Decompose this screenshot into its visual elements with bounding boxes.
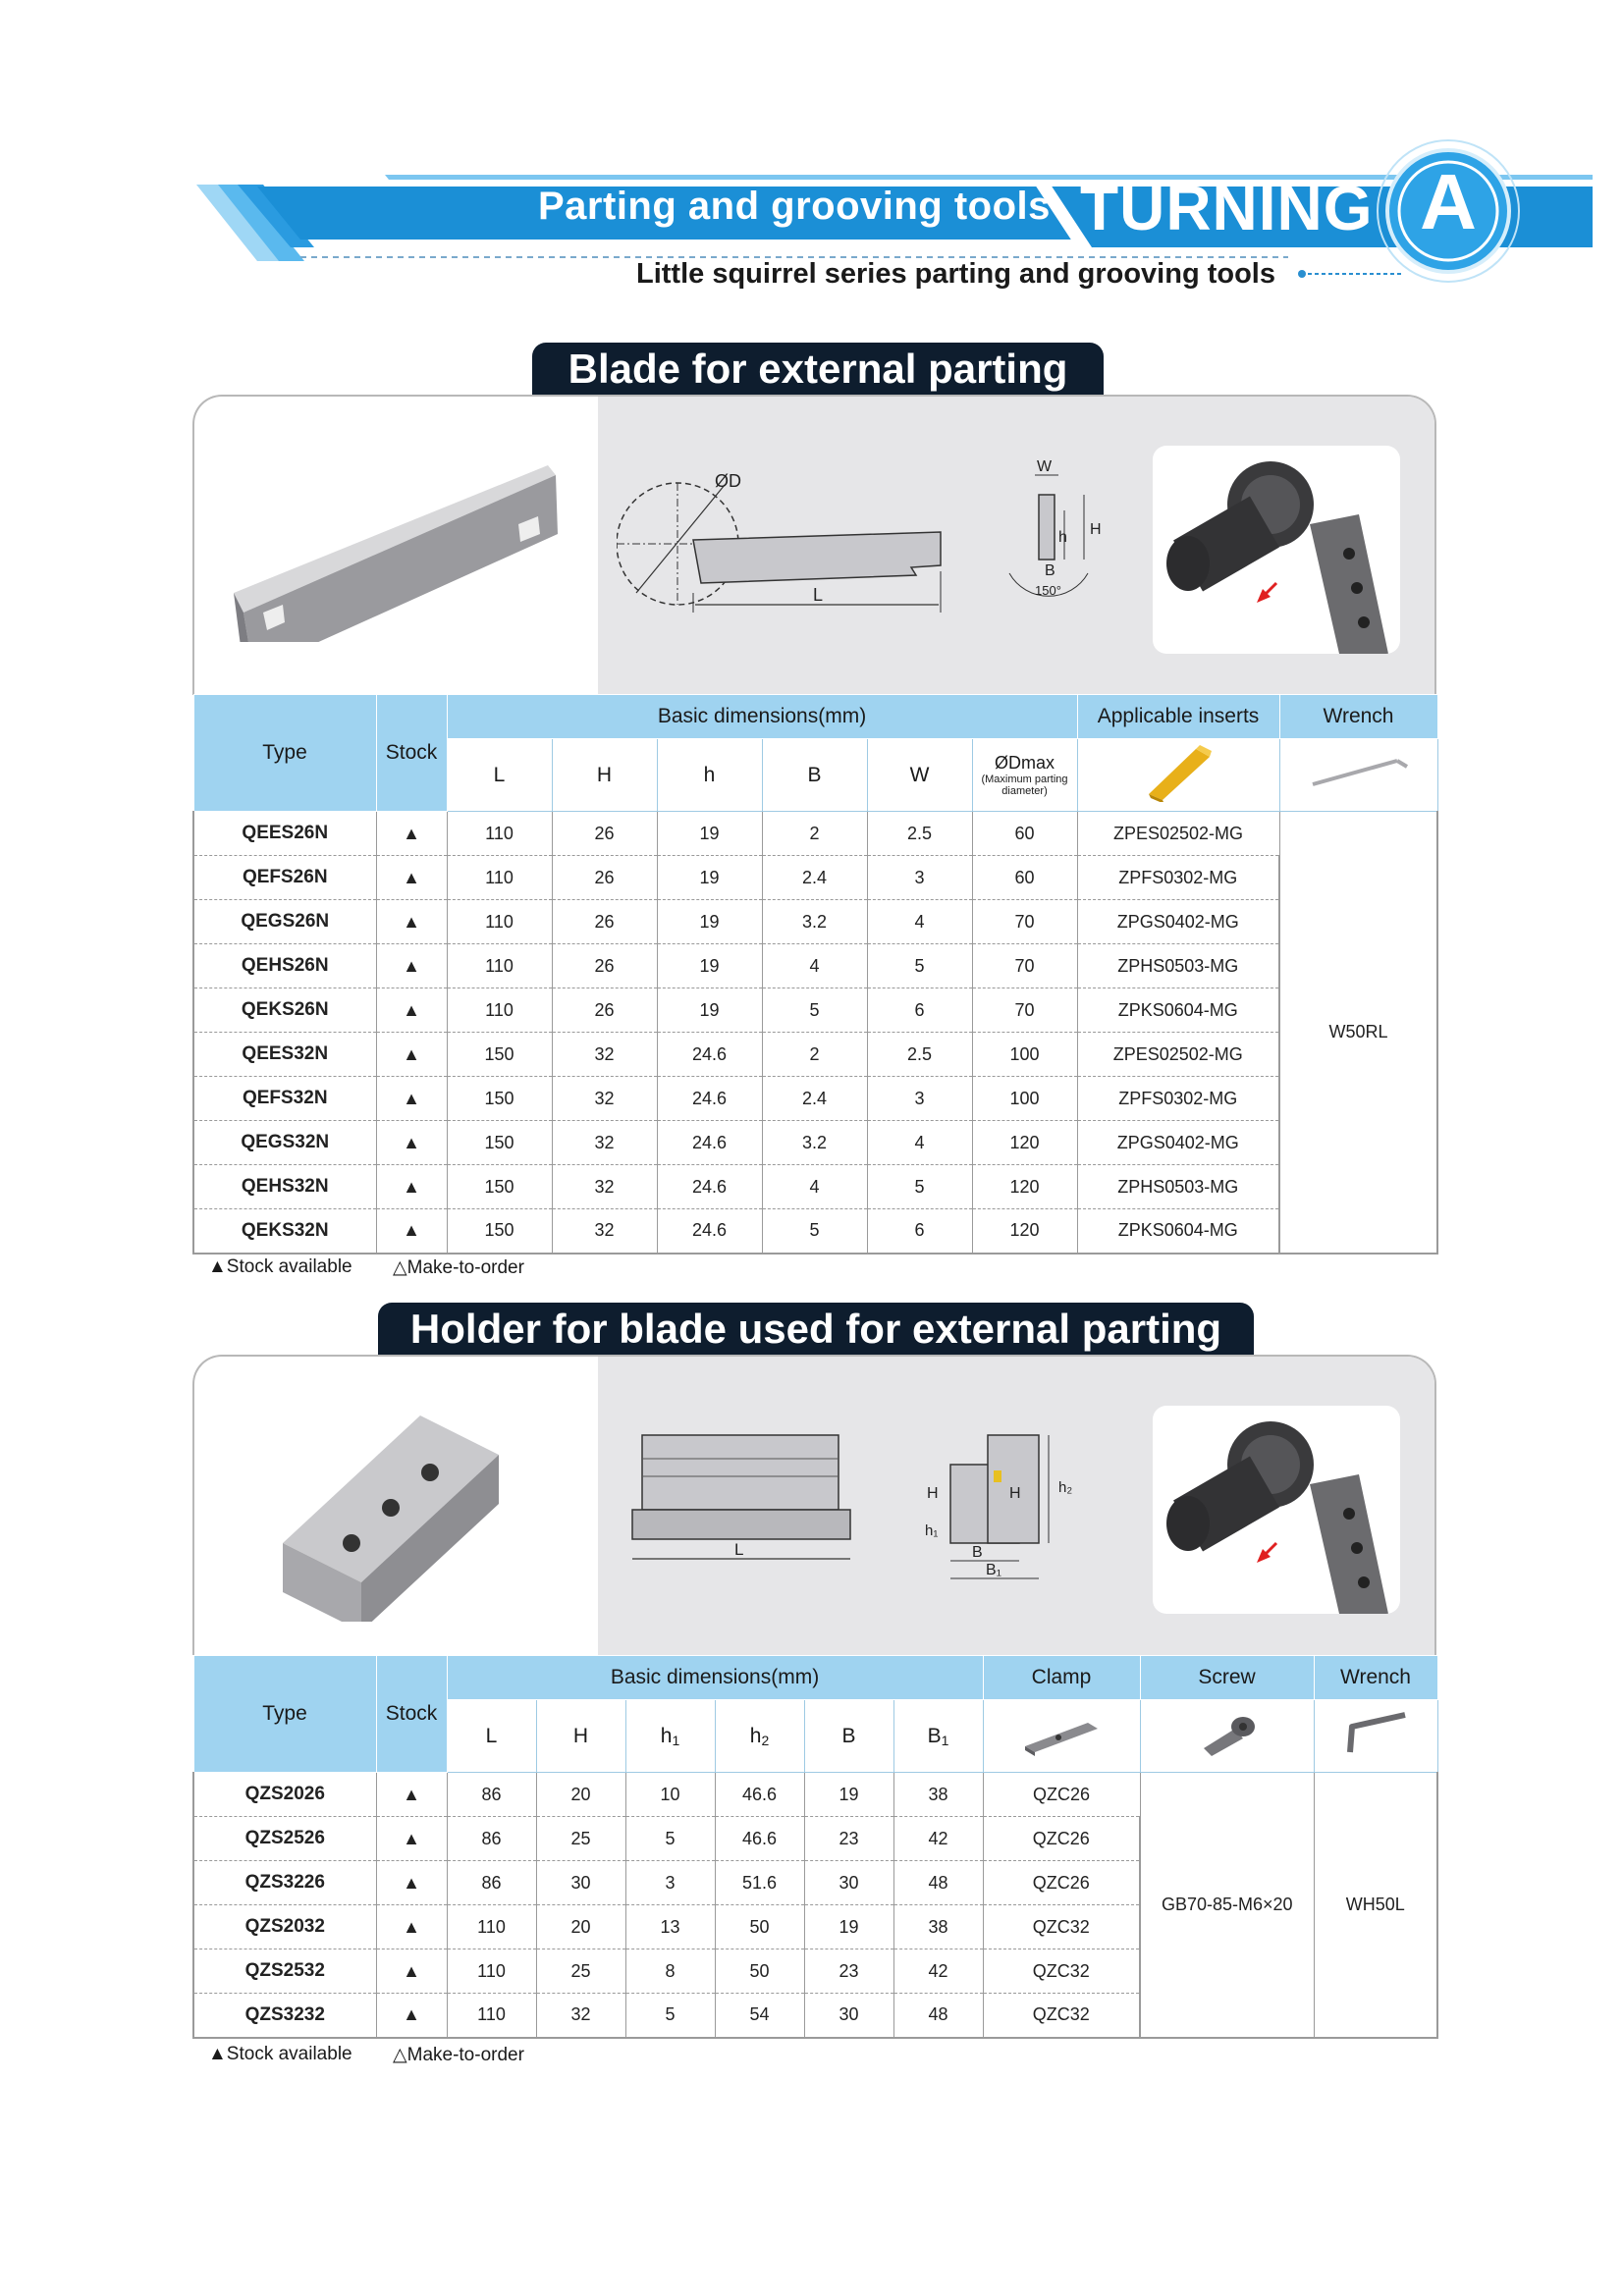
cell-type: QEES32N bbox=[193, 1033, 376, 1077]
cell-w: 4 bbox=[867, 900, 972, 944]
cell-clamp: QZC26 bbox=[983, 1817, 1140, 1861]
cell-insert: ZPGS0402-MG bbox=[1077, 1121, 1279, 1165]
column-header-b1 bbox=[893, 1700, 983, 1773]
cell-H: 26 bbox=[552, 812, 657, 856]
cell-h: 24.6 bbox=[657, 1077, 762, 1121]
column-header-stock: Stock bbox=[376, 695, 447, 812]
cell-stock: ▲ bbox=[376, 812, 447, 856]
cell-dmax: 60 bbox=[972, 856, 1077, 900]
cell-dmax: 60 bbox=[972, 812, 1077, 856]
cell-l: 150 bbox=[447, 1209, 552, 1254]
cell-b: 30 bbox=[804, 1994, 893, 2038]
cell-b: 30 bbox=[804, 1861, 893, 1905]
holder-product-image bbox=[273, 1396, 528, 1622]
wrench-image-cell bbox=[1279, 739, 1437, 812]
column-group-basic-dimensions: Basic dimensions(mm) bbox=[447, 1656, 983, 1700]
holder-drawing-label-h-inner: H bbox=[1009, 1485, 1021, 1502]
drawing-label-l: L bbox=[813, 585, 824, 605]
cell-type: QEGS32N bbox=[193, 1121, 376, 1165]
cell-w: 5 bbox=[867, 1165, 972, 1209]
cell-stock: ▲ bbox=[376, 1773, 447, 1817]
cell-stock: ▲ bbox=[376, 856, 447, 900]
column-header-b1-base: B bbox=[927, 1724, 942, 1747]
holder-drawing-label-h2: h₂ bbox=[1058, 1479, 1073, 1496]
cell-H: 26 bbox=[552, 988, 657, 1033]
cell-l: 86 bbox=[447, 1817, 536, 1861]
cell-dmax: 100 bbox=[972, 1077, 1077, 1121]
cell-h: 24.6 bbox=[657, 1209, 762, 1254]
dmax-note: (Maximum parting diameter) bbox=[981, 774, 1068, 797]
cell-dmax: 70 bbox=[972, 988, 1077, 1033]
table-row bbox=[193, 812, 1437, 856]
column-header-H: H bbox=[552, 739, 657, 812]
column-header-h2 bbox=[715, 1700, 804, 1773]
cell-l: 110 bbox=[447, 856, 552, 900]
cell-h2: 54 bbox=[715, 1994, 804, 2038]
cell-h: 19 bbox=[657, 856, 762, 900]
cell-dmax: 100 bbox=[972, 1033, 1077, 1077]
cell-wrench: W50RL bbox=[1279, 812, 1437, 1254]
holder-section-title: Holder for blade used for external parting bbox=[378, 1303, 1254, 1356]
cell-b1: 48 bbox=[893, 1861, 983, 1905]
blade-product-image bbox=[224, 446, 558, 642]
legend-make-to-order: △Make-to-order bbox=[393, 1257, 524, 1278]
cell-clamp: QZC26 bbox=[983, 1773, 1140, 1817]
cell-b: 3.2 bbox=[762, 1121, 867, 1165]
column-group-screw: Screw bbox=[1140, 1656, 1314, 1700]
cell-b1: 42 bbox=[893, 1817, 983, 1861]
column-header-b: B bbox=[804, 1700, 893, 1773]
cell-insert: ZPHS0503-MG bbox=[1077, 944, 1279, 988]
cell-h1: 13 bbox=[625, 1905, 715, 1949]
legend-make-to-order: △Make-to-order bbox=[393, 2045, 524, 2065]
cell-l: 110 bbox=[447, 1905, 536, 1949]
cell-H: 32 bbox=[552, 1165, 657, 1209]
cell-l: 150 bbox=[447, 1077, 552, 1121]
column-group-clamp: Clamp bbox=[983, 1656, 1140, 1700]
cell-h: 19 bbox=[657, 900, 762, 944]
cell-l: 150 bbox=[447, 1165, 552, 1209]
cell-insert: ZPFS0302-MG bbox=[1077, 1077, 1279, 1121]
column-header-w: W bbox=[867, 739, 972, 812]
drawing-label-h-big: H bbox=[1090, 521, 1102, 538]
table-row bbox=[193, 1165, 1437, 1209]
column-header-h1 bbox=[625, 1700, 715, 1773]
cell-h2: 46.6 bbox=[715, 1817, 804, 1861]
screw-image-cell bbox=[1140, 1700, 1314, 1773]
cell-H: 26 bbox=[552, 856, 657, 900]
legend-stock-available: ▲Stock available bbox=[208, 1256, 352, 1277]
cell-clamp: QZC32 bbox=[983, 1905, 1140, 1949]
cell-b: 4 bbox=[762, 944, 867, 988]
banner-subtitle: Little squirrel series parting and grooving tools bbox=[636, 258, 1275, 290]
holder-drawing-label-b: B bbox=[972, 1544, 983, 1561]
table-row bbox=[193, 988, 1437, 1033]
cell-type: QZS2526 bbox=[193, 1817, 376, 1861]
cell-b: 2.4 bbox=[762, 856, 867, 900]
cell-b: 5 bbox=[762, 988, 867, 1033]
column-header-l: L bbox=[447, 739, 552, 812]
cell-stock: ▲ bbox=[376, 1121, 447, 1165]
cell-h: 19 bbox=[657, 812, 762, 856]
cell-stock: ▲ bbox=[376, 1861, 447, 1905]
column-header-type: Type bbox=[193, 695, 376, 812]
cell-l: 86 bbox=[447, 1773, 536, 1817]
column-header-b1-sub: 1 bbox=[941, 1732, 949, 1748]
cell-dmax: 70 bbox=[972, 944, 1077, 988]
column-header-H: H bbox=[536, 1700, 625, 1773]
cell-h: 24.6 bbox=[657, 1165, 762, 1209]
cell-type: QZS3232 bbox=[193, 1994, 376, 2038]
cell-H: 30 bbox=[536, 1861, 625, 1905]
cell-H: 32 bbox=[552, 1121, 657, 1165]
cell-dmax: 120 bbox=[972, 1209, 1077, 1254]
holder-drawing-label-h: H bbox=[927, 1485, 939, 1502]
cell-w: 2.5 bbox=[867, 1033, 972, 1077]
drawing-label-w: W bbox=[1037, 458, 1053, 475]
cell-stock: ▲ bbox=[376, 900, 447, 944]
cell-h: 19 bbox=[657, 988, 762, 1033]
cell-wrench: WH50L bbox=[1314, 1773, 1437, 2038]
cell-stock: ▲ bbox=[376, 1994, 447, 2038]
column-group-applicable-inserts: Applicable inserts bbox=[1077, 695, 1279, 739]
blade-section-drawing bbox=[1000, 455, 1127, 642]
cell-type: QEKS26N bbox=[193, 988, 376, 1033]
cell-stock: ▲ bbox=[376, 944, 447, 988]
column-header-h1-base: h bbox=[660, 1724, 673, 1747]
cell-type: QEKS32N bbox=[193, 1209, 376, 1254]
cell-clamp: QZC26 bbox=[983, 1861, 1140, 1905]
blade-figure-panel bbox=[192, 395, 1436, 695]
holder-drawing-label-h1: h₁ bbox=[925, 1522, 939, 1539]
screw-icon bbox=[1188, 1709, 1267, 1758]
cell-type: QEHS26N bbox=[193, 944, 376, 988]
holder-figure-panel bbox=[192, 1355, 1436, 1655]
drawing-label-angle: 150° bbox=[1035, 583, 1061, 598]
cell-type: QEFS32N bbox=[193, 1077, 376, 1121]
cell-type: QZS3226 bbox=[193, 1861, 376, 1905]
cell-h: 24.6 bbox=[657, 1121, 762, 1165]
cell-H: 26 bbox=[552, 944, 657, 988]
cell-H: 25 bbox=[536, 1817, 625, 1861]
cell-l: 110 bbox=[447, 944, 552, 988]
cell-h1: 3 bbox=[625, 1861, 715, 1905]
cell-insert: ZPKS0604-MG bbox=[1077, 988, 1279, 1033]
cell-screw: GB70-85-M6×20 bbox=[1140, 1773, 1314, 2038]
cell-h: 24.6 bbox=[657, 1033, 762, 1077]
cell-b: 2 bbox=[762, 1033, 867, 1077]
table-row bbox=[193, 944, 1437, 988]
cell-l: 110 bbox=[447, 988, 552, 1033]
cell-w: 3 bbox=[867, 1077, 972, 1121]
cell-insert: ZPHS0503-MG bbox=[1077, 1165, 1279, 1209]
banner-emblem-letter: A bbox=[1420, 158, 1477, 245]
column-group-wrench: Wrench bbox=[1279, 695, 1437, 739]
cell-type: QEHS32N bbox=[193, 1165, 376, 1209]
cell-H: 32 bbox=[552, 1209, 657, 1254]
cell-stock: ▲ bbox=[376, 1949, 447, 1994]
hex-wrench-icon bbox=[1336, 1709, 1415, 1758]
cell-H: 20 bbox=[536, 1773, 625, 1817]
cell-w: 5 bbox=[867, 944, 972, 988]
legend-stock-available: ▲Stock available bbox=[208, 2044, 352, 2064]
cell-h1: 10 bbox=[625, 1773, 715, 1817]
holder-spec-table bbox=[192, 1655, 1438, 2039]
clamp-image-cell bbox=[983, 1700, 1140, 1773]
blade-section-title: Blade for external parting bbox=[532, 343, 1104, 396]
column-group-wrench: Wrench bbox=[1314, 1656, 1437, 1700]
column-group-basic-dimensions: Basic dimensions(mm) bbox=[447, 695, 1077, 739]
cell-b1: 48 bbox=[893, 1994, 983, 2038]
holder-application-photo bbox=[1153, 1406, 1400, 1614]
column-header-dmax bbox=[972, 739, 1077, 812]
cell-l: 150 bbox=[447, 1033, 552, 1077]
banner-category-title: Parting and grooving tools bbox=[538, 185, 1051, 228]
cell-type: QEFS26N bbox=[193, 856, 376, 900]
cell-insert: ZPES02502-MG bbox=[1077, 812, 1279, 856]
cell-H: 20 bbox=[536, 1905, 625, 1949]
cell-H: 25 bbox=[536, 1949, 625, 1994]
cell-h1: 8 bbox=[625, 1949, 715, 1994]
cell-h2: 50 bbox=[715, 1949, 804, 1994]
cell-w: 4 bbox=[867, 1121, 972, 1165]
cell-type: QEES26N bbox=[193, 812, 376, 856]
table-row bbox=[193, 1121, 1437, 1165]
cell-b: 2.4 bbox=[762, 1077, 867, 1121]
clamp-icon bbox=[1017, 1709, 1106, 1758]
cell-b: 19 bbox=[804, 1773, 893, 1817]
wrench-image-cell bbox=[1314, 1700, 1437, 1773]
cell-h2: 46.6 bbox=[715, 1773, 804, 1817]
column-header-stock: Stock bbox=[376, 1656, 447, 1773]
cell-b: 5 bbox=[762, 1209, 867, 1254]
cell-w: 3 bbox=[867, 856, 972, 900]
cell-l: 86 bbox=[447, 1861, 536, 1905]
cell-h2: 51.6 bbox=[715, 1861, 804, 1905]
cell-H: 32 bbox=[552, 1033, 657, 1077]
cell-b: 23 bbox=[804, 1949, 893, 1994]
cell-dmax: 70 bbox=[972, 900, 1077, 944]
drawing-label-d: ØD bbox=[715, 471, 741, 491]
insert-icon bbox=[1139, 743, 1217, 802]
cell-insert: ZPGS0402-MG bbox=[1077, 900, 1279, 944]
cell-insert: ZPES02502-MG bbox=[1077, 1033, 1279, 1077]
cell-insert: ZPFS0302-MG bbox=[1077, 856, 1279, 900]
holder-technical-drawing bbox=[626, 1425, 862, 1573]
cell-insert: ZPKS0604-MG bbox=[1077, 1209, 1279, 1254]
blade-technical-drawing bbox=[617, 446, 950, 642]
cell-l: 110 bbox=[447, 1994, 536, 2038]
cell-clamp: QZC32 bbox=[983, 1994, 1140, 2038]
column-header-h2-base: h bbox=[749, 1724, 762, 1747]
holder-drawing-label-l: L bbox=[734, 1540, 744, 1559]
column-header-b: B bbox=[762, 739, 867, 812]
blade-spec-table bbox=[192, 694, 1438, 1255]
header-banner bbox=[0, 0, 1623, 314]
cell-H: 32 bbox=[536, 1994, 625, 2038]
wrench-icon bbox=[1305, 753, 1413, 792]
column-header-h1-sub: 1 bbox=[672, 1732, 680, 1748]
cell-h1: 5 bbox=[625, 1817, 715, 1861]
cell-l: 110 bbox=[447, 812, 552, 856]
table-row bbox=[193, 1077, 1437, 1121]
cell-stock: ▲ bbox=[376, 1817, 447, 1861]
cell-dmax: 120 bbox=[972, 1121, 1077, 1165]
cell-h2: 50 bbox=[715, 1905, 804, 1949]
cell-b1: 38 bbox=[893, 1905, 983, 1949]
cell-stock: ▲ bbox=[376, 1165, 447, 1209]
cell-w: 6 bbox=[867, 988, 972, 1033]
cell-b: 2 bbox=[762, 812, 867, 856]
cell-w: 6 bbox=[867, 1209, 972, 1254]
cell-type: QEGS26N bbox=[193, 900, 376, 944]
insert-image-cell bbox=[1077, 739, 1279, 812]
cell-b: 4 bbox=[762, 1165, 867, 1209]
cell-b: 23 bbox=[804, 1817, 893, 1861]
cell-type: QZS2032 bbox=[193, 1905, 376, 1949]
holder-drawing-label-b1: B₁ bbox=[986, 1562, 1002, 1578]
cell-b1: 42 bbox=[893, 1949, 983, 1994]
column-header-h2-sub: 2 bbox=[761, 1732, 770, 1748]
table-row bbox=[193, 900, 1437, 944]
cell-dmax: 120 bbox=[972, 1165, 1077, 1209]
cell-stock: ▲ bbox=[376, 988, 447, 1033]
cell-b1: 38 bbox=[893, 1773, 983, 1817]
cell-b: 3.2 bbox=[762, 900, 867, 944]
cell-type: QZS2026 bbox=[193, 1773, 376, 1817]
column-header-type: Type bbox=[193, 1656, 376, 1773]
table-row bbox=[193, 1033, 1437, 1077]
cell-type: QZS2532 bbox=[193, 1949, 376, 1994]
cell-stock: ▲ bbox=[376, 1077, 447, 1121]
cell-stock: ▲ bbox=[376, 1209, 447, 1254]
table-row bbox=[193, 856, 1437, 900]
dmax-label: ØDmax bbox=[995, 753, 1055, 773]
cell-l: 110 bbox=[447, 1949, 536, 1994]
cell-b: 19 bbox=[804, 1905, 893, 1949]
cell-h1: 5 bbox=[625, 1994, 715, 2038]
cell-l: 150 bbox=[447, 1121, 552, 1165]
banner-turning-label: TURNING bbox=[1080, 173, 1374, 243]
cell-stock: ▲ bbox=[376, 1033, 447, 1077]
cell-w: 2.5 bbox=[867, 812, 972, 856]
drawing-label-b: B bbox=[1045, 562, 1055, 579]
cell-h: 19 bbox=[657, 944, 762, 988]
holder-section-drawing bbox=[901, 1425, 1108, 1592]
cell-l: 110 bbox=[447, 900, 552, 944]
column-header-h: h bbox=[657, 739, 762, 812]
table-row bbox=[193, 1773, 1437, 1817]
table-row bbox=[193, 1209, 1437, 1254]
cell-H: 32 bbox=[552, 1077, 657, 1121]
cell-H: 26 bbox=[552, 900, 657, 944]
blade-application-photo bbox=[1153, 446, 1400, 654]
drawing-label-h-small: h bbox=[1058, 529, 1067, 546]
cell-clamp: QZC32 bbox=[983, 1949, 1140, 1994]
cell-stock: ▲ bbox=[376, 1905, 447, 1949]
column-header-l: L bbox=[447, 1700, 536, 1773]
